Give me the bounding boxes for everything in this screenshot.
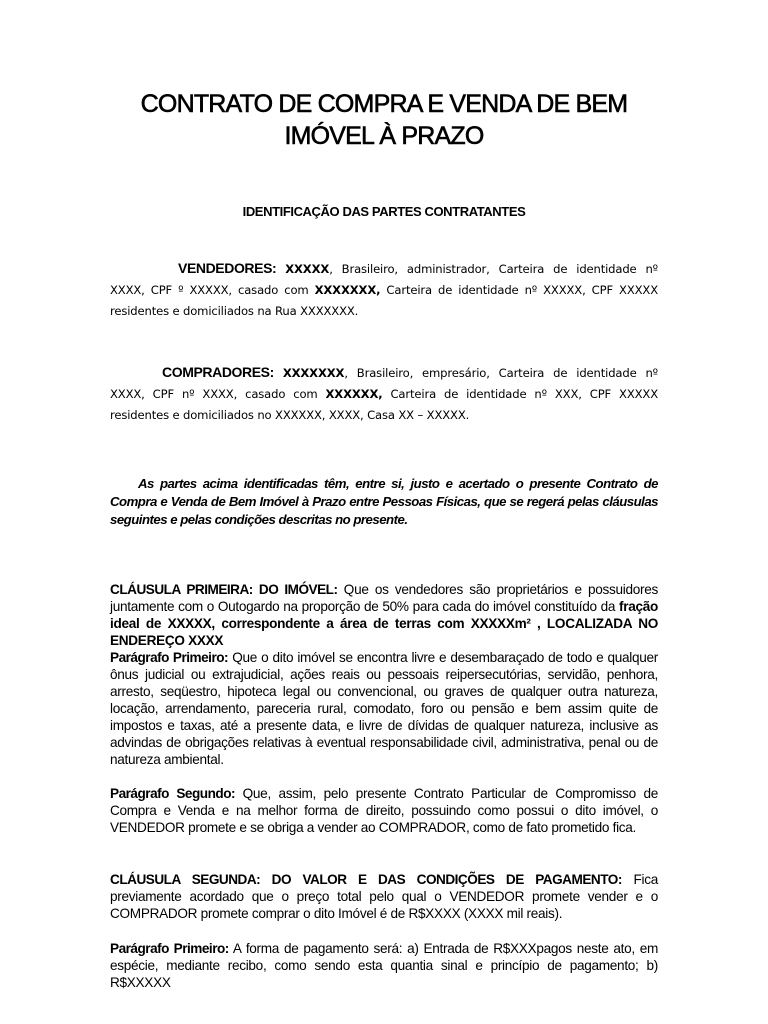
- sellers-paragraph: [110, 258, 658, 322]
- sellers-spouse: XXXXXXX,: [314, 283, 381, 297]
- title-line-1: CONTRATO DE COMPRA E VENDA DE BEM: [140, 90, 628, 118]
- paragraph-payment: [110, 940, 658, 991]
- document-title: [110, 0, 658, 152]
- paragraph-first-label: Parágrafo Primeiro:: [110, 650, 229, 665]
- clause-first-label: CLÁUSULA PRIMEIRA: DO IMÓVEL:: [110, 582, 338, 597]
- section-heading-parties: IDENTIFICAÇÃO DAS PARTES CONTRATANTES: [242, 204, 526, 219]
- clause-first-text: Que os vendedores são proprietários e possuidores juntamente com o Outogardo na proporção de 50% para cada do imóvel constituído da: [110, 582, 658, 614]
- clause-second-label: CLÁUSULA SEGUNDA: DO VALOR E DAS CONDIÇÕES DE PAGAMENTO:: [110, 872, 622, 887]
- paragraph-second: [110, 785, 658, 836]
- title-line-2: IMÓVEL À PRAZO: [284, 122, 484, 150]
- buyers-text-1: , Brasileiro, empresário, Carteira de identidade nº XXXX, CPF nº XXXX, casado com: [110, 366, 658, 401]
- paragraph-second-text: Que, assim, pelo presente Contrato Particular de Compromisso de Compra e Venda e na melhor forma de direito, possuindo como possui o dito imóvel, o VENDEDOR promete e se obriga a vender ao COMPRADOR, como de fato prometido fica.: [110, 786, 658, 835]
- buyers-spouse: XXXXXX,: [325, 387, 383, 401]
- clause-first-bold: fração ideal de XXXXX, correspondente a área de terras com XXXXXm² , LOCALIZADA NO ENDEREÇO XXXX: [110, 599, 658, 648]
- buyers-name: XXXXXXX: [282, 366, 345, 380]
- paragraph-first-text: Que o dito imóvel se encontra livre e desembaraçado de todo e qualquer ônus judicial ou extrajudicial, ações reais ou pessoais reipersecutórias, servidão, penhora, arresto, seqüestro, hipoteca legal ou convencional, ou graves de qualquer outra natureza, locação, arrendamento, pareceria rural, comodato, foro ou pensão e bem assim quite de impostos e taxas, até a presente data, e livre de dívidas de qualquer natureza, inclusive as advindas de obrigações relativas à eventual responsabilidade civil, administrativa, penal ou de natureza ambiental.: [110, 650, 659, 767]
- clause-second: [110, 871, 658, 922]
- paragraph-first: [110, 649, 658, 768]
- buyers-paragraph: [110, 362, 658, 426]
- intro-paragraph: As partes acima identificadas têm, entre si, justo e acertado o presente Contrato de Compra e Venda de Bem Imóvel à Prazo entre Pessoas Físicas, que se regerá pelas cláusulas seguintes e pelas condições descritas no presente.: [110, 476, 658, 527]
- sellers-name: XXXXX: [285, 262, 330, 276]
- paragraph-payment-text: A forma de pagamento será: a) Entrada de R$XXXpagos neste ato, em espécie, mediante recibo, como sendo esta quantia sinal e princípio de pagamento; b) R$XXXXX: [110, 941, 658, 990]
- sellers-text-2: Carteira de identidade nº XXXXX, CPF XXXXX residentes e domiciliados na Rua XXXXXXX.: [110, 283, 658, 318]
- sellers-text-1: , Brasileiro, administrador, Carteira de identidade nº XXXX, CPF º XXXXX, casado com: [110, 262, 658, 297]
- paragraph-second-label: Parágrafo Segundo:: [110, 786, 236, 801]
- buyers-label: COMPRADORES:: [162, 364, 274, 380]
- clause-first: [110, 581, 658, 649]
- clause-second-text: Fica previamente acordado que o preço total pelo qual o VENDEDOR promete vender e o COMPRADOR promete comprar o dito Imóvel é de R$XXXX (XXXX mil reais).: [110, 872, 658, 921]
- sellers-label: VENDEDORES:: [178, 260, 277, 276]
- paragraph-payment-label: Parágrafo Primeiro:: [110, 941, 229, 956]
- buyers-text-2: Carteira de identidade nº XXX, CPF XXXXX residentes e domiciliados no XXXXXX, XXXX, Casa XX – XXXXX.: [110, 387, 658, 422]
